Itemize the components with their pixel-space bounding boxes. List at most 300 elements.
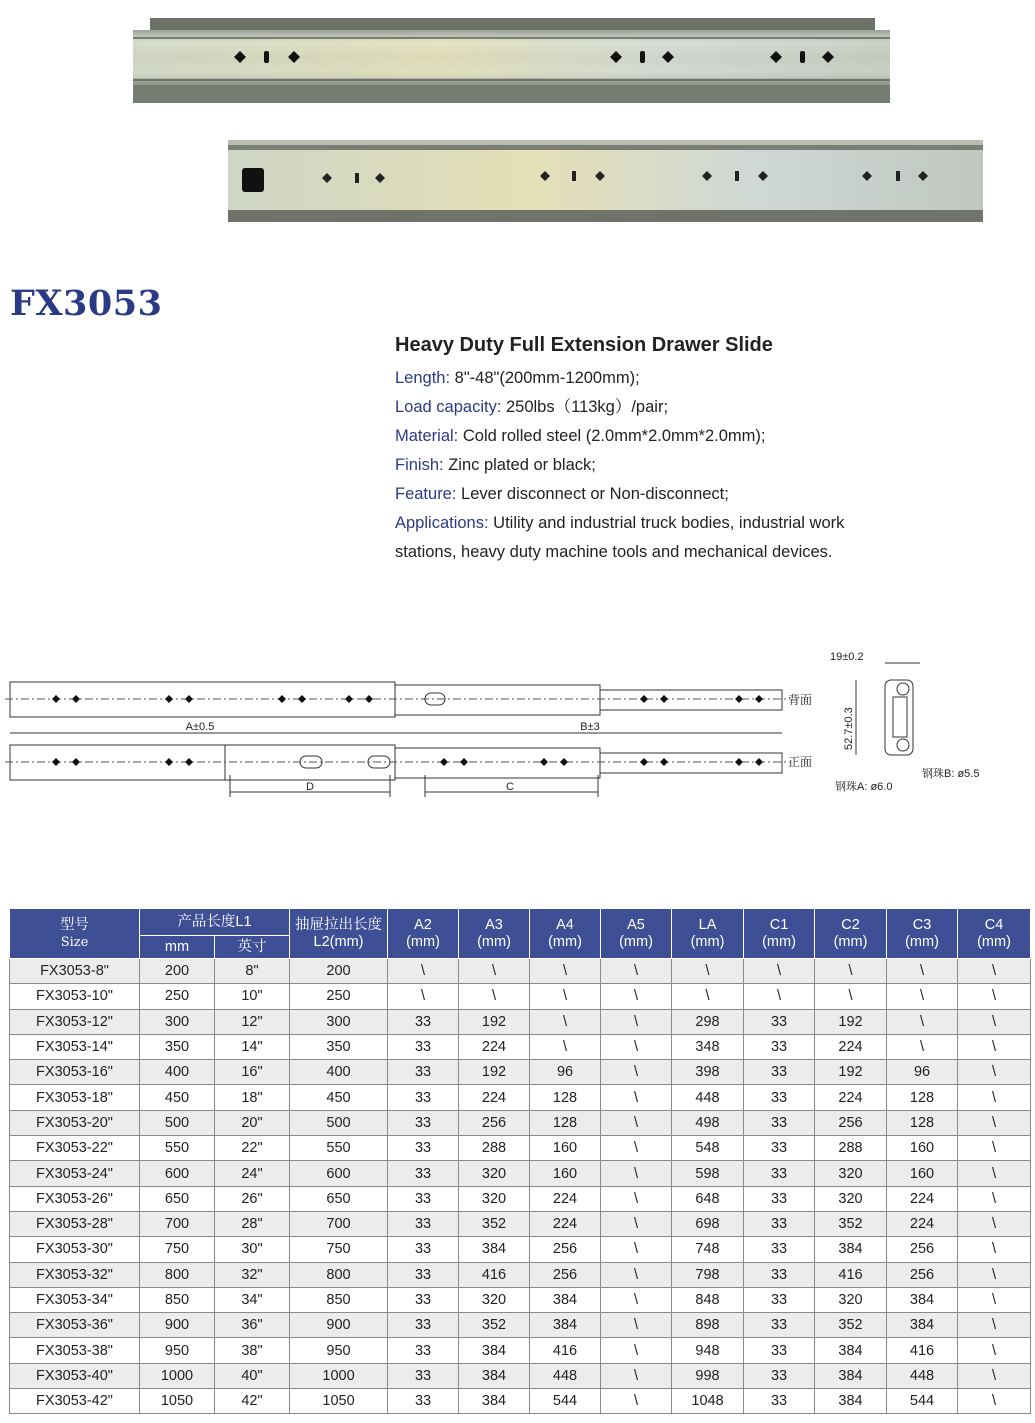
table-cell: \	[887, 959, 958, 984]
table-cell: 798	[672, 1262, 744, 1287]
table-cell: \	[530, 1009, 601, 1034]
table-cell: 850	[140, 1287, 215, 1312]
table-cell: 384	[459, 1338, 530, 1363]
col-name: C2	[841, 916, 860, 933]
table-cell: 160	[887, 1136, 958, 1161]
table-row	[10, 1009, 1031, 1034]
table-cell: 224	[459, 1085, 530, 1110]
table-cell: 544	[887, 1389, 958, 1414]
table-cell: \	[530, 1034, 601, 1059]
table-cell: 384	[815, 1389, 887, 1414]
table-cell: \	[815, 984, 887, 1009]
table-cell: 550	[140, 1136, 215, 1161]
table-cell: 224	[815, 1085, 887, 1110]
table-cell: 33	[388, 1313, 459, 1338]
table-cell: 96	[887, 1060, 958, 1085]
table-cell: \	[530, 959, 601, 984]
table-cell: 320	[815, 1186, 887, 1211]
table-cell: 33	[388, 1161, 459, 1186]
table-cell: 400	[140, 1060, 215, 1085]
table-cell: \	[815, 959, 887, 984]
col-name: A4	[556, 916, 574, 933]
table-cell: 450	[140, 1085, 215, 1110]
table-cell: 200	[140, 959, 215, 984]
col-unit: (mm)	[477, 933, 511, 950]
table-cell: 33	[388, 1389, 459, 1414]
table-cell: 10"	[215, 984, 290, 1009]
table-cell: \	[601, 1085, 672, 1110]
col-unit: (mm)	[690, 933, 725, 950]
spec-label: Material:	[395, 427, 459, 445]
table-cell: 28"	[215, 1211, 290, 1236]
spec-label: Finish:	[395, 456, 444, 474]
table-cell: 352	[815, 1211, 887, 1236]
table-cell: 192	[459, 1060, 530, 1085]
table-row	[10, 1161, 1031, 1186]
table-cell: 250	[140, 984, 215, 1009]
table-cell: 33	[388, 1110, 459, 1135]
table-cell: FX3053-28"	[10, 1211, 140, 1236]
model-number: FX3053	[10, 283, 163, 324]
table-cell: 350	[140, 1034, 215, 1059]
slide-assembly-image	[133, 18, 890, 103]
table-cell: \	[958, 1363, 1031, 1388]
table-row	[10, 1085, 1031, 1110]
table-cell: 36"	[215, 1313, 290, 1338]
ball-b-label: 钢珠B: ø5.5	[922, 768, 980, 780]
table-cell: 750	[140, 1237, 215, 1262]
table-cell: 200	[290, 959, 388, 984]
header-mm: mm	[140, 936, 215, 959]
table-cell: \	[958, 1060, 1031, 1085]
dimension-d: D	[306, 781, 314, 793]
spec-material	[395, 422, 995, 451]
dimension-b: B±3	[580, 721, 600, 733]
col-unit: (mm)	[762, 933, 796, 950]
product-photo	[0, 0, 1035, 250]
table-cell: 256	[815, 1110, 887, 1135]
table-cell: 33	[388, 1136, 459, 1161]
spec-table-body	[10, 959, 1031, 1414]
table-cell: \	[601, 1186, 672, 1211]
table-cell: 20"	[215, 1110, 290, 1135]
table-cell: \	[601, 1338, 672, 1363]
table-cell: \	[672, 959, 744, 984]
table-cell: \	[958, 1287, 1031, 1312]
spec-value: Zinc plated or black;	[443, 456, 596, 474]
table-cell: FX3053-10"	[10, 984, 140, 1009]
table-cell: \	[744, 959, 815, 984]
table-cell: \	[958, 1211, 1031, 1236]
col-name: A3	[485, 916, 503, 933]
table-cell: 160	[530, 1136, 601, 1161]
table-cell: 33	[744, 1287, 815, 1312]
table-row	[10, 1186, 1031, 1211]
spec-finish	[395, 451, 995, 480]
col-name: LA	[698, 916, 717, 933]
table-cell: 33	[744, 1060, 815, 1085]
header-la	[672, 909, 744, 959]
table-cell: \	[958, 1161, 1031, 1186]
table-cell: FX3053-42"	[10, 1389, 140, 1414]
table-cell: 350	[290, 1034, 388, 1059]
table-cell: 298	[672, 1009, 744, 1034]
header-length: 产品长度L1	[140, 909, 290, 936]
table-cell: \	[601, 1237, 672, 1262]
header-c3	[887, 909, 958, 959]
table-cell: 384	[815, 1363, 887, 1388]
table-cell: 544	[530, 1389, 601, 1414]
table-cell: 8"	[215, 959, 290, 984]
table-cell: 33	[388, 1262, 459, 1287]
table-cell: \	[601, 1009, 672, 1034]
table-cell: 288	[815, 1136, 887, 1161]
table-cell: 900	[290, 1313, 388, 1338]
table-cell: 650	[290, 1186, 388, 1211]
header-a3	[459, 909, 530, 959]
table-cell: 14"	[215, 1034, 290, 1059]
header-inch: 英寸	[215, 936, 290, 959]
table-cell: FX3053-20"	[10, 1110, 140, 1135]
spec-value: Cold rolled steel (2.0mm*2.0mm*2.0mm);	[458, 427, 766, 445]
table-cell: 448	[887, 1363, 958, 1388]
table-cell: 500	[140, 1110, 215, 1135]
table-cell: \	[958, 1237, 1031, 1262]
dimension-a: A±0.5	[185, 721, 215, 733]
table-cell: FX3053-14"	[10, 1034, 140, 1059]
table-cell: 224	[530, 1186, 601, 1211]
table-cell: \	[958, 1313, 1031, 1338]
table-cell: 128	[887, 1085, 958, 1110]
table-cell: 128	[887, 1110, 958, 1135]
technical-drawing	[0, 635, 1035, 805]
table-cell: 256	[887, 1237, 958, 1262]
table-cell: \	[958, 1085, 1031, 1110]
table-cell: \	[601, 1161, 672, 1186]
table-cell: FX3053-38"	[10, 1338, 140, 1363]
table-cell: 384	[459, 1389, 530, 1414]
col-unit: (mm)	[548, 933, 582, 950]
table-cell: FX3053-12"	[10, 1009, 140, 1034]
table-cell: \	[601, 1211, 672, 1236]
table-cell: 600	[140, 1161, 215, 1186]
table-cell: 33	[744, 1211, 815, 1236]
table-cell: FX3053-26"	[10, 1186, 140, 1211]
table-cell: 998	[672, 1363, 744, 1388]
table-cell: 33	[744, 1110, 815, 1135]
table-cell: 33	[388, 1186, 459, 1211]
table-cell: 33	[744, 1237, 815, 1262]
table-cell: 352	[815, 1313, 887, 1338]
table-cell: \	[459, 984, 530, 1009]
table-cell: 33	[388, 1009, 459, 1034]
header-a4	[530, 909, 601, 959]
table-cell: 698	[672, 1211, 744, 1236]
table-cell: FX3053-34"	[10, 1287, 140, 1312]
back-view-label: 背面	[788, 693, 813, 707]
table-cell: 38"	[215, 1338, 290, 1363]
table-cell: 192	[815, 1009, 887, 1034]
col-name: C4	[984, 916, 1004, 933]
table-cell: 384	[459, 1237, 530, 1262]
spec-value: Utility and industrial truck bodies, industrial work	[488, 514, 845, 532]
table-cell: 1000	[140, 1363, 215, 1388]
table-cell: 40"	[215, 1363, 290, 1388]
table-cell: 33	[388, 1060, 459, 1085]
table-cell: 898	[672, 1313, 744, 1338]
table-cell: \	[958, 1009, 1031, 1034]
table-cell: 416	[459, 1262, 530, 1287]
table-cell: 32"	[215, 1262, 290, 1287]
table-cell: 12"	[215, 1009, 290, 1034]
table-cell: \	[958, 1110, 1031, 1135]
table-cell: 256	[530, 1262, 601, 1287]
spec-block	[395, 330, 995, 567]
table-cell: \	[388, 959, 459, 984]
table-cell: 600	[290, 1161, 388, 1186]
table-cell: 800	[290, 1262, 388, 1287]
table-cell: 128	[530, 1085, 601, 1110]
table-cell: 384	[815, 1237, 887, 1262]
table-cell: \	[887, 1034, 958, 1059]
table-cell: 128	[530, 1110, 601, 1135]
table-cell: 16"	[215, 1060, 290, 1085]
table-cell: 498	[672, 1110, 744, 1135]
table-cell: 416	[815, 1262, 887, 1287]
header-c4	[958, 909, 1031, 959]
table-cell: 33	[388, 1287, 459, 1312]
spec-label: Length:	[395, 369, 451, 387]
table-cell: 448	[672, 1085, 744, 1110]
header-size-cn: 型号	[60, 916, 89, 933]
table-row	[10, 1338, 1031, 1363]
table-row	[10, 1313, 1031, 1338]
table-row	[10, 1287, 1031, 1312]
table-cell: 320	[815, 1161, 887, 1186]
table-cell: 33	[744, 1338, 815, 1363]
table-cell: 1000	[290, 1363, 388, 1388]
table-row	[10, 1237, 1031, 1262]
table-cell: \	[958, 1034, 1031, 1059]
col-name: A2	[414, 916, 432, 933]
table-cell: 384	[887, 1287, 958, 1312]
col-unit: (mm)	[619, 933, 653, 950]
table-cell: 224	[887, 1186, 958, 1211]
table-cell: FX3053-8"	[10, 959, 140, 984]
header-extension-en: L2(mm)	[313, 933, 364, 950]
ball-a-label: 钢珠A: ø6.0	[835, 781, 893, 793]
table-cell: \	[958, 959, 1031, 984]
table-cell: 748	[672, 1237, 744, 1262]
table-cell: 384	[530, 1313, 601, 1338]
table-cell: 33	[744, 1363, 815, 1388]
table-cell: FX3053-18"	[10, 1085, 140, 1110]
table-cell: 320	[459, 1161, 530, 1186]
spec-label: Feature:	[395, 485, 457, 503]
table-cell: \	[601, 1034, 672, 1059]
table-cell: 33	[388, 1211, 459, 1236]
table-cell: 320	[459, 1186, 530, 1211]
table-cell: \	[958, 984, 1031, 1009]
profile-width-label: 19±0.2	[830, 651, 864, 663]
table-cell: 224	[530, 1211, 601, 1236]
spec-value: 8"-48"(200mm-1200mm);	[450, 369, 640, 387]
table-cell: 256	[887, 1262, 958, 1287]
front-view-label: 正面	[788, 755, 813, 769]
table-cell: \	[672, 984, 744, 1009]
table-cell: \	[601, 1363, 672, 1388]
slide-member-image	[228, 140, 983, 222]
table-cell: 33	[388, 1363, 459, 1388]
table-cell: 450	[290, 1085, 388, 1110]
table-cell: 33	[744, 1161, 815, 1186]
table-cell: \	[601, 984, 672, 1009]
table-cell: 33	[744, 1262, 815, 1287]
table-cell: 500	[290, 1110, 388, 1135]
table-cell: 33	[388, 1237, 459, 1262]
profile-height-label: 52.7±0.3	[843, 707, 855, 750]
table-cell: \	[958, 1338, 1031, 1363]
table-row	[10, 1389, 1031, 1414]
table-cell: \	[601, 1262, 672, 1287]
col-name: C1	[769, 916, 789, 933]
table-row	[10, 1136, 1031, 1161]
table-cell: 1048	[672, 1389, 744, 1414]
col-unit: (mm)	[905, 933, 939, 950]
col-unit: (mm)	[977, 933, 1011, 950]
header-a5	[601, 909, 672, 959]
product-title: Heavy Duty Full Extension Drawer Slide	[395, 334, 773, 356]
table-cell: \	[459, 959, 530, 984]
table-cell: 948	[672, 1338, 744, 1363]
table-cell: 320	[815, 1287, 887, 1312]
spec-table-container	[9, 908, 1030, 1414]
table-cell: FX3053-16"	[10, 1060, 140, 1085]
table-cell: 256	[530, 1237, 601, 1262]
table-cell: FX3053-22"	[10, 1136, 140, 1161]
table-cell: 398	[672, 1060, 744, 1085]
spec-label: Applications:	[395, 514, 489, 532]
table-cell: 42"	[215, 1389, 290, 1414]
table-row	[10, 1060, 1031, 1085]
table-cell: FX3053-36"	[10, 1313, 140, 1338]
table-cell: \	[958, 1262, 1031, 1287]
col-name: C3	[912, 916, 932, 933]
table-cell: 800	[140, 1262, 215, 1287]
table-cell: 352	[459, 1211, 530, 1236]
table-row	[10, 984, 1031, 1009]
table-cell: 224	[887, 1211, 958, 1236]
table-cell: 33	[744, 1034, 815, 1059]
table-cell: 33	[744, 1186, 815, 1211]
header-size	[10, 909, 140, 959]
col-unit: (mm)	[406, 933, 440, 950]
spec-applications	[395, 509, 995, 538]
table-row	[10, 1211, 1031, 1236]
table-cell: 24"	[215, 1161, 290, 1186]
table-row	[10, 1034, 1031, 1059]
dimension-c: C	[506, 781, 514, 793]
table-cell: 700	[140, 1211, 215, 1236]
table-cell: \	[744, 984, 815, 1009]
table-cell: 416	[530, 1338, 601, 1363]
table-row	[10, 959, 1031, 984]
table-cell: \	[958, 1136, 1031, 1161]
table-cell: \	[601, 959, 672, 984]
table-cell: 850	[290, 1287, 388, 1312]
table-cell: 288	[459, 1136, 530, 1161]
table-cell: 33	[388, 1085, 459, 1110]
table-cell: 700	[290, 1211, 388, 1236]
table-cell: FX3053-32"	[10, 1262, 140, 1287]
table-cell: 548	[672, 1136, 744, 1161]
table-cell: 224	[459, 1034, 530, 1059]
spec-length	[395, 364, 995, 393]
table-cell: \	[388, 984, 459, 1009]
col-unit: (mm)	[833, 933, 868, 950]
table-cell: 950	[140, 1338, 215, 1363]
table-cell: 33	[744, 1389, 815, 1414]
table-cell: 416	[887, 1338, 958, 1363]
table-cell: 750	[290, 1237, 388, 1262]
table-cell: 34"	[215, 1287, 290, 1312]
table-cell: 30"	[215, 1237, 290, 1262]
spec-load	[395, 393, 995, 422]
table-cell: 300	[290, 1009, 388, 1034]
table-cell: 320	[459, 1287, 530, 1312]
table-row	[10, 1262, 1031, 1287]
table-cell: 256	[459, 1110, 530, 1135]
table-cell: FX3053-30"	[10, 1237, 140, 1262]
table-cell: 1050	[140, 1389, 215, 1414]
table-cell: 160	[530, 1161, 601, 1186]
table-cell: \	[601, 1060, 672, 1085]
table-cell: 18"	[215, 1085, 290, 1110]
table-cell: \	[887, 984, 958, 1009]
table-cell: 160	[887, 1161, 958, 1186]
table-cell: 950	[290, 1338, 388, 1363]
table-cell: 384	[459, 1363, 530, 1388]
table-cell: 384	[530, 1287, 601, 1312]
table-cell: 352	[459, 1313, 530, 1338]
table-cell: 648	[672, 1186, 744, 1211]
table-cell: \	[530, 984, 601, 1009]
header-extension-cn: 抽屉拉出长度	[295, 916, 383, 933]
table-cell: 224	[815, 1034, 887, 1059]
table-cell: \	[958, 1389, 1031, 1414]
header-extension	[290, 909, 388, 959]
header-size-en: Size	[60, 934, 89, 950]
table-cell: 192	[815, 1060, 887, 1085]
table-cell: FX3053-40"	[10, 1363, 140, 1388]
spec-value: 250lbs（113kg）/pair;	[501, 398, 669, 416]
table-cell: \	[887, 1009, 958, 1034]
header-c1	[744, 909, 815, 959]
table-cell: \	[601, 1287, 672, 1312]
spec-feature	[395, 480, 995, 509]
table-cell: 384	[887, 1313, 958, 1338]
table-cell: 448	[530, 1363, 601, 1388]
header-c2	[815, 909, 887, 959]
table-cell: 300	[140, 1009, 215, 1034]
table-cell: 33	[744, 1313, 815, 1338]
table-cell: \	[601, 1110, 672, 1135]
table-cell: \	[601, 1389, 672, 1414]
table-cell: 400	[290, 1060, 388, 1085]
table-row	[10, 1110, 1031, 1135]
table-cell: 650	[140, 1186, 215, 1211]
table-cell: 1050	[290, 1389, 388, 1414]
